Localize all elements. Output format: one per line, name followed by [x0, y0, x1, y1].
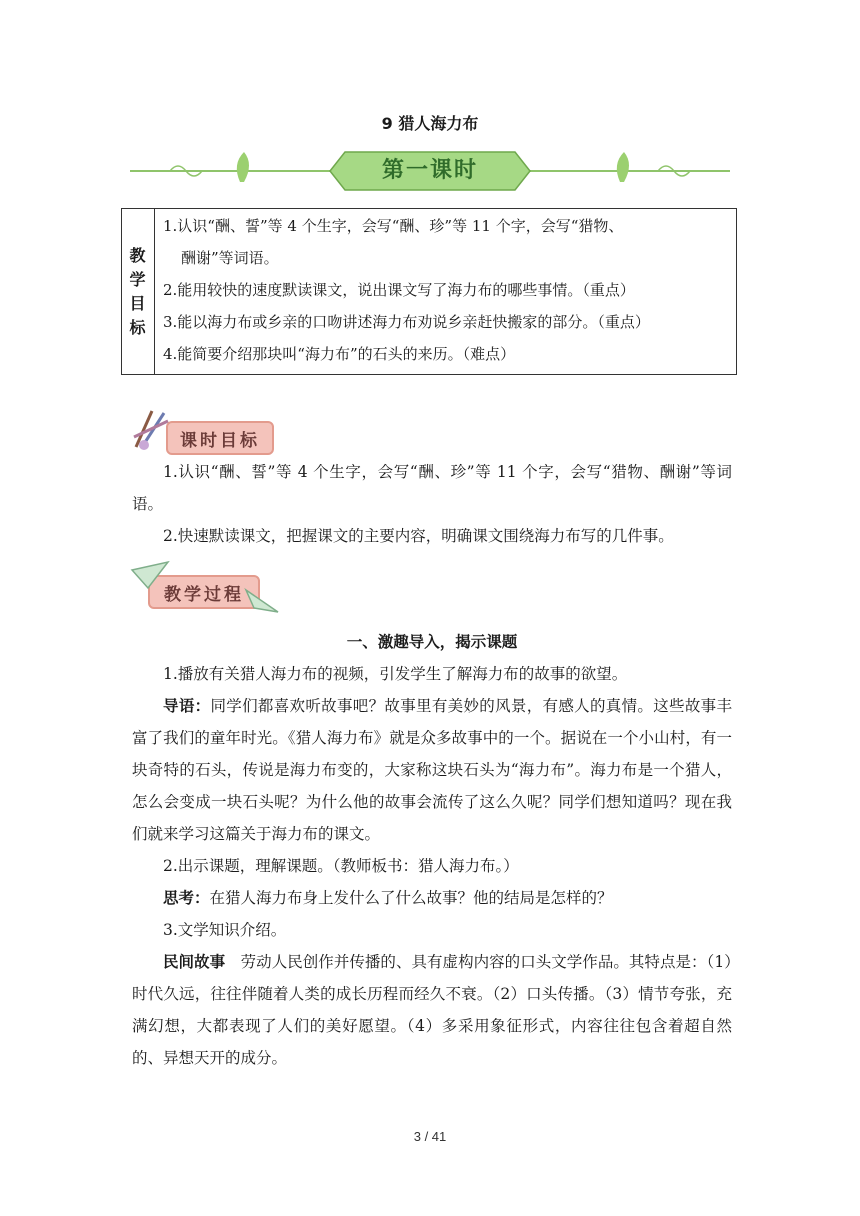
section-tag-goals: 课时目标	[166, 421, 274, 455]
objective-line: 4.能简要介绍那块叫“海力布”的石头的来历。（难点）	[163, 345, 516, 363]
folk-paragraph	[132, 946, 732, 1074]
lesson-title: 9 猎人海力布	[381, 114, 479, 133]
intro-paragraph	[132, 690, 732, 850]
process-item: 2.出示课题，理解课题。（教师板书：猎人海力布。）	[163, 857, 519, 875]
folk-text: 劳动人民创作并传播的、具有虚构内容的口头文学作品。其特点是：（1）时代久远，往往伴随着人类的成长历程而经久不衰。（2）口头传播。（3）情节夸张，充满幻想，大都表现了人们的美好愿望。（4）多采用象征形式，内容往往包含着超自然的、异想天开的成分。	[132, 953, 732, 1067]
label-char: 教	[129, 245, 146, 265]
banner-text: 第一课时	[381, 158, 478, 183]
objective-line: 酬谢”等词语。	[181, 249, 279, 267]
label-char: 标	[129, 317, 146, 337]
section-heading: 一、激趣导入，揭示课题	[346, 633, 518, 651]
leaf-icon	[237, 152, 249, 182]
think-text: 在猎人海力布身上发什么了什么故事？他的结局是怎样的？	[209, 889, 613, 907]
goal-item: 1.认识“酬、誓”等 4 个生字，会写“酬、珍”等 11 个字，会写“猎物、酬谢”等词语。	[132, 463, 732, 513]
process-content	[132, 626, 732, 1074]
goal-item: 2.快速默读课文，把握课文的主要内容，明确课文围绕海力布写的几件事。	[163, 527, 674, 545]
leaf-icon	[617, 152, 629, 182]
paper-plane-icon	[130, 560, 170, 590]
objectives-list	[163, 210, 733, 370]
objective-line: 2.能用较快的速度默读课文，说出课文写了海力布的哪些事情。（重点）	[163, 281, 635, 299]
goals-list	[132, 456, 732, 552]
paper-plane-icon	[244, 586, 280, 616]
folk-label: 民间故事	[163, 953, 226, 971]
intro-text: 同学们都喜欢听故事吧？故事里有美妙的风景，有感人的真情。这些故事丰富了我们的童年时光。《猎人海力布》就是众多故事中的一个。据说在一个小山村，有一块奇特的石头，传说是海力布变的，大家称这块石头为“海力布”。海力布是一个猎人，怎么会变成一块石头呢？为什么他的故事会流传了这么久呢？同学们想知道吗？现在我们就来学习这篇关于海力布的课文。	[132, 697, 732, 843]
objective-line: 3.能以海力布或乡亲的口吻讲述海力布劝说乡亲赶快搬家的部分。（重点）	[163, 313, 650, 331]
page-number: 3 / 41	[413, 1129, 447, 1144]
intro-label: 导语：	[163, 697, 211, 715]
objectives-label	[121, 208, 155, 375]
process-item: 1.播放有关猎人海力布的视频，引发学生了解海力布的故事的欲望。	[163, 665, 628, 683]
label-char: 目	[129, 293, 146, 313]
think-label: 思考：	[163, 889, 210, 907]
section-tag-process: 教学过程	[148, 575, 260, 609]
process-item: 3.文学知识介绍。	[163, 921, 287, 939]
think-paragraph	[132, 882, 732, 914]
label-char: 学	[129, 269, 146, 289]
objective-line: 1.认识“酬、誓”等 4 个生字，会写“酬、珍”等 11 个字，会写“猎物、	[163, 217, 624, 235]
